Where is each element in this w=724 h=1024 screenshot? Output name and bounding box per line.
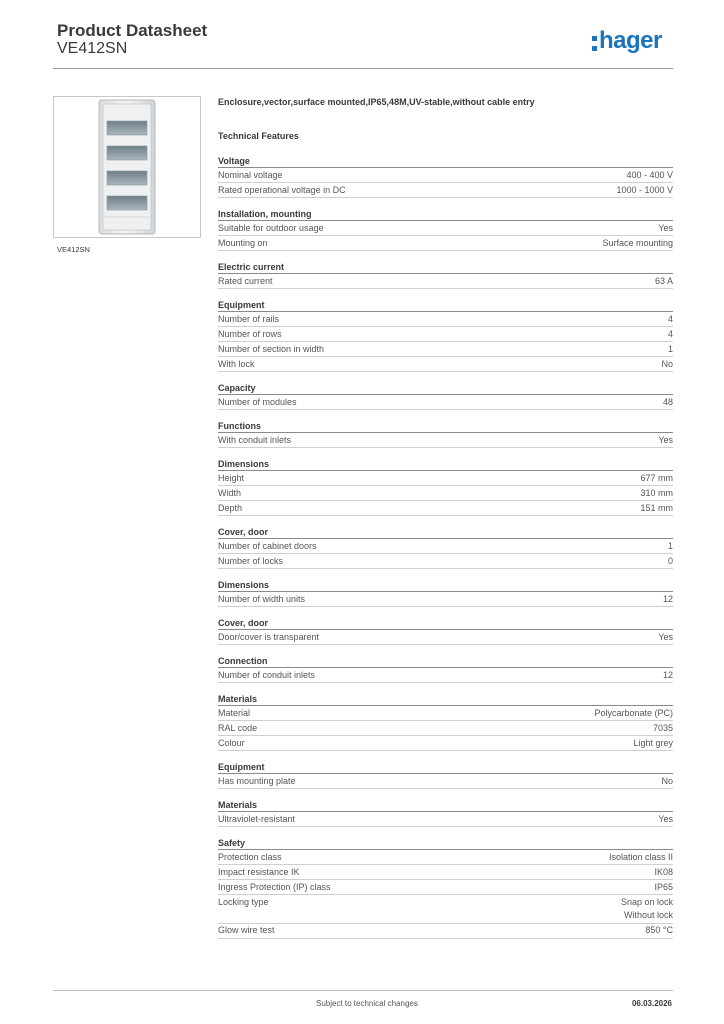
product-code: VE412SN (57, 40, 128, 57)
spec-value: No (661, 358, 673, 369)
spec-row (218, 924, 673, 939)
spec-row (218, 327, 673, 342)
spec-group (218, 617, 673, 645)
spec-label: Glow wire test (218, 925, 275, 935)
spec-value: 63 A (654, 275, 673, 286)
spec-group-title: Capacity (218, 382, 673, 395)
spec-value: 1 (667, 343, 673, 354)
spec-label: Number of width units (218, 593, 306, 604)
spec-label: Height (218, 472, 245, 483)
spec-row (218, 433, 673, 448)
spec-row (218, 554, 673, 569)
enclosure-illustration (97, 99, 157, 235)
spec-group-title: Safety (218, 837, 673, 850)
spec-row (218, 812, 673, 827)
spec-row (218, 274, 673, 289)
spec-group-title: Dimensions (218, 458, 673, 471)
spec-label: RAL code (218, 722, 258, 733)
spec-value: 4 (667, 328, 673, 339)
spec-group (218, 382, 673, 410)
spec-value: IP65 (654, 881, 673, 892)
spec-value: 12 (662, 669, 673, 680)
footer-divider (53, 990, 673, 991)
technical-features-heading: Technical Features (218, 131, 299, 141)
spec-label: Suitable for outdoor usage (218, 222, 324, 233)
spec-value: Snap on lock Without lock (620, 896, 673, 920)
spec-group (218, 208, 673, 251)
spec-group-title: Materials (218, 693, 673, 706)
spec-group (218, 420, 673, 448)
spec-row (218, 668, 673, 683)
spec-group-title: Equipment (218, 299, 673, 312)
spec-group-title: Dimensions (218, 579, 673, 592)
spec-label: Nominal voltage (218, 169, 283, 180)
spec-group (218, 261, 673, 289)
product-image (53, 96, 201, 238)
spec-value: Polycarbonate (PC) (594, 707, 673, 718)
product-description: Enclosure,vector,surface mounted,IP65,48M,UV-stable,without cable entry (218, 97, 535, 107)
logo-wordmark: hager (599, 27, 662, 54)
spec-value: Yes (658, 631, 673, 642)
spec-row (218, 236, 673, 251)
spec-label: Ingress Protection (IP) class (218, 881, 331, 892)
spec-table (218, 155, 673, 949)
spec-group (218, 299, 673, 372)
spec-label: Ultraviolet-resistant (218, 813, 296, 824)
spec-label: Mounting on (218, 237, 268, 248)
spec-value: 0 (667, 555, 673, 566)
spec-row (218, 865, 673, 880)
spec-row (218, 342, 673, 357)
spec-value: Yes (658, 434, 673, 445)
spec-label: Rated current (218, 275, 273, 286)
spec-group (218, 155, 673, 198)
hager-logo (592, 28, 662, 54)
spec-label: Colour (218, 737, 245, 748)
spec-value: 1000 - 1000 V (616, 184, 673, 195)
spec-label: With lock (218, 358, 255, 369)
spec-row (218, 471, 673, 486)
spec-label: Number of rails (218, 313, 280, 324)
spec-label: Number of locks (218, 555, 284, 566)
spec-label: Depth (218, 502, 243, 513)
spec-label: Has mounting plate (218, 775, 296, 786)
spec-group (218, 799, 673, 827)
logo-colon-icon (592, 36, 597, 51)
footer-note: Subject to technical changes (316, 999, 418, 1008)
image-caption: VE412SN (57, 245, 90, 254)
spec-group-title: Materials (218, 799, 673, 812)
spec-label: Locking type (218, 896, 269, 907)
spec-group (218, 837, 673, 939)
spec-row (218, 168, 673, 183)
spec-group-title: Cover, door (218, 526, 673, 539)
spec-label: Rated operational voltage in DC (218, 184, 346, 195)
spec-row (218, 501, 673, 516)
spec-row (218, 736, 673, 751)
spec-group-title: Electric current (218, 261, 673, 274)
spec-label: Protection class (218, 851, 282, 862)
spec-row (218, 706, 673, 721)
spec-row (218, 221, 673, 236)
spec-group-title: Installation, mounting (218, 208, 673, 221)
spec-row (218, 721, 673, 736)
spec-label: Door/cover is transparent (218, 631, 320, 642)
spec-group (218, 458, 673, 516)
spec-row (218, 895, 673, 924)
spec-row (218, 592, 673, 607)
spec-value: 400 - 400 V (626, 169, 673, 180)
spec-label: Number of conduit inlets (218, 669, 316, 680)
spec-value: No (661, 775, 673, 786)
spec-group (218, 693, 673, 751)
spec-row (218, 183, 673, 198)
spec-label: Number of modules (218, 396, 297, 407)
spec-row (218, 357, 673, 372)
spec-row (218, 312, 673, 327)
spec-row (218, 539, 673, 554)
spec-value: IK08 (654, 866, 673, 877)
spec-group-title: Equipment (218, 761, 673, 774)
spec-value: Yes (658, 222, 673, 233)
spec-value: 677 mm (640, 472, 673, 483)
spec-label: Number of cabinet doors (218, 540, 317, 551)
spec-group-title: Functions (218, 420, 673, 433)
spec-value: 151 mm (640, 502, 673, 513)
spec-row (218, 850, 673, 865)
spec-row (218, 774, 673, 789)
spec-group-title: Cover, door (218, 617, 673, 630)
spec-value: 7035 (652, 722, 673, 733)
spec-row (218, 486, 673, 501)
spec-row (218, 395, 673, 410)
spec-value: 850 °C (645, 925, 673, 935)
spec-label: Number of section in width (218, 343, 325, 354)
spec-group-title: Voltage (218, 155, 673, 168)
spec-value: Light grey (633, 737, 673, 748)
spec-group (218, 579, 673, 607)
spec-row (218, 880, 673, 895)
header-divider (53, 68, 673, 69)
spec-value: 1 (667, 540, 673, 551)
spec-value: 4 (667, 313, 673, 324)
spec-group-title: Connection (218, 655, 673, 668)
spec-label: Material (218, 707, 251, 718)
spec-group (218, 761, 673, 789)
spec-value: 48 (662, 396, 673, 407)
spec-value: Isolation class II (608, 851, 673, 862)
spec-value: Surface mounting (602, 237, 673, 248)
page-title: Product Datasheet (57, 21, 208, 40)
spec-value: Yes (658, 813, 673, 824)
spec-row (218, 630, 673, 645)
spec-label: With conduit inlets (218, 434, 292, 445)
spec-label: Number of rows (218, 328, 282, 339)
spec-value: 310 mm (640, 487, 673, 498)
spec-value: 12 (662, 593, 673, 604)
spec-label: Width (218, 487, 242, 498)
spec-label: Impact resistance IK (218, 866, 300, 877)
footer-date: 06.03.2026 (631, 999, 672, 1008)
spec-group (218, 655, 673, 683)
spec-group (218, 526, 673, 569)
